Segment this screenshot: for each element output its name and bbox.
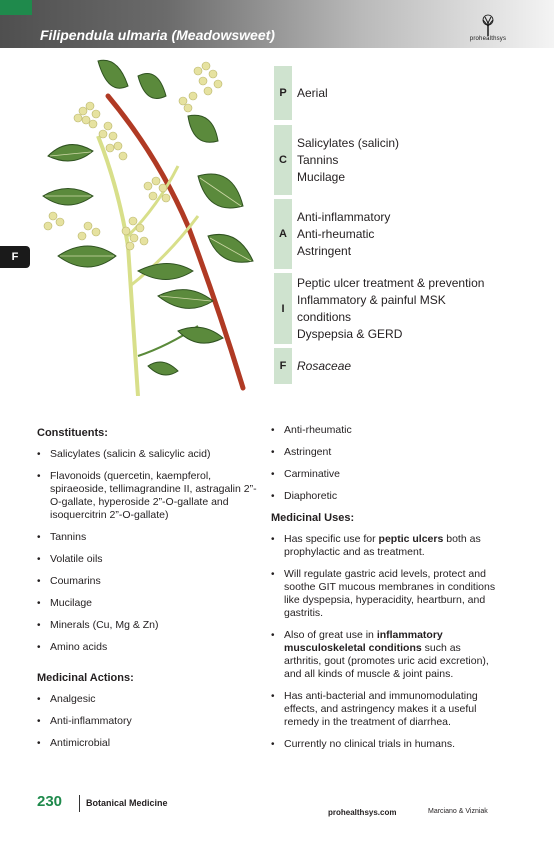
pcaif-letter: C xyxy=(274,125,292,195)
right-column xyxy=(271,424,501,760)
pcaif-body xyxy=(292,199,524,269)
list-item: • Salicylates (salicin & salicylic acid) xyxy=(37,448,259,461)
list-item: • Antimicrobial xyxy=(37,737,259,750)
list-item: • Will regulate gastric acid levels, protect and soothe GIT mucous membranes in conditions like dyspepsia, hyperacidity, heartburn, and gastritis. xyxy=(271,568,501,620)
footer-divider xyxy=(79,795,80,812)
pcaif-line: Rosaceae xyxy=(297,358,352,373)
uses-list xyxy=(271,533,501,751)
pcaif-line: Astringent xyxy=(297,243,352,258)
pcaif-line: Tannins xyxy=(297,152,339,167)
list-item: • Diaphoretic xyxy=(271,490,501,503)
list-item: • Anti-rheumatic xyxy=(271,424,501,437)
pcaif-body xyxy=(292,273,524,344)
page-number: 230 xyxy=(37,793,63,810)
pcaif-row-indications xyxy=(274,273,524,344)
list-item: • Flavonoids (quercetin, kaempferol, spiraeoside, tellimagrandine II, astragalin 2”-O-gallate, hyperoside 2”-O-gallate and isoquercitrin 2”-O-gallate) xyxy=(37,470,259,522)
header-accent-bar xyxy=(0,0,32,15)
left-column xyxy=(37,427,259,759)
logo-text: prohealthsys xyxy=(469,36,507,42)
list-item: • Volatile oils xyxy=(37,553,259,566)
list-item: • Carminative xyxy=(271,468,501,481)
list-item: • Mucilage xyxy=(37,597,259,610)
list-item: • Currently no clinical trials in humans. xyxy=(271,738,501,751)
section-tab[interactable]: F xyxy=(0,246,30,268)
list-item: • Has anti-bacterial and immunomodulating effects, and astringency makes it a useful remedy in the treatment of diarrhea. xyxy=(271,690,501,729)
pcaif-row-family xyxy=(274,348,524,384)
pcaif-line: Aerial xyxy=(297,85,328,100)
pcaif-line: Dyspepsia & GERD xyxy=(297,326,403,341)
pcaif-letter: P xyxy=(274,66,292,120)
book-title: Botanical Medicine xyxy=(86,798,168,808)
pcaif-body xyxy=(292,348,524,384)
pcaif-letter: I xyxy=(274,273,292,344)
page-header xyxy=(0,0,554,48)
actions-heading: Medicinal Actions: xyxy=(37,672,134,684)
pcaif-line: Anti-inflammatory xyxy=(297,209,391,224)
list-item: • Coumarins xyxy=(37,575,259,588)
pcaif-letter: A xyxy=(274,199,292,269)
publisher-logo xyxy=(458,14,518,46)
pcaif-line: Mucilage xyxy=(297,169,346,184)
actions-list xyxy=(37,693,259,750)
meadowsweet-illustration xyxy=(38,56,260,396)
tree-logo-icon xyxy=(458,14,518,36)
footer-url[interactable]: prohealthsys.com xyxy=(328,808,397,817)
pcaif-line: Inflammatory & painful MSK xyxy=(297,292,446,307)
pcaif-row-constituents xyxy=(274,125,524,195)
pcaif-row-actions xyxy=(274,199,524,269)
constituents-list xyxy=(37,448,259,654)
list-item: • Amino acids xyxy=(37,641,259,654)
pcaif-body xyxy=(292,66,524,120)
pcaif-letter: F xyxy=(274,348,292,384)
list-item: • Tannins xyxy=(37,531,259,544)
list-item: • Also of great use in inflammatory musculoskeletal conditions such as arthritis, gout (promotes uric acid excretion), and all kinds of muscle & joint pains. xyxy=(271,629,501,681)
pcaif-line: Anti-rheumatic xyxy=(297,226,375,241)
list-item: • Analgesic xyxy=(37,693,259,706)
footer-authors: Marciano & Vizniak xyxy=(428,808,488,815)
pcaif-line: Salicylates (salicin) xyxy=(297,135,400,150)
list-item: • Minerals (Cu, Mg & Zn) xyxy=(37,619,259,632)
uses-heading: Medicinal Uses: xyxy=(271,512,355,524)
list-item: • Anti-inflammatory xyxy=(37,715,259,728)
pcaif-line: conditions xyxy=(297,309,352,324)
constituents-heading: Constituents: xyxy=(37,427,108,439)
pcaif-line: Peptic ulcer treatment & prevention xyxy=(297,275,485,290)
page-title: Filipendula ulmaria (Meadowsweet) xyxy=(40,27,275,43)
pcaif-row-part xyxy=(274,66,524,120)
actions-list-continued xyxy=(271,424,501,503)
list-item: • Astringent xyxy=(271,446,501,459)
list-item: • Has specific use for peptic ulcers both as prophylactic and as treatment. xyxy=(271,533,501,559)
pcaif-body xyxy=(292,125,524,195)
